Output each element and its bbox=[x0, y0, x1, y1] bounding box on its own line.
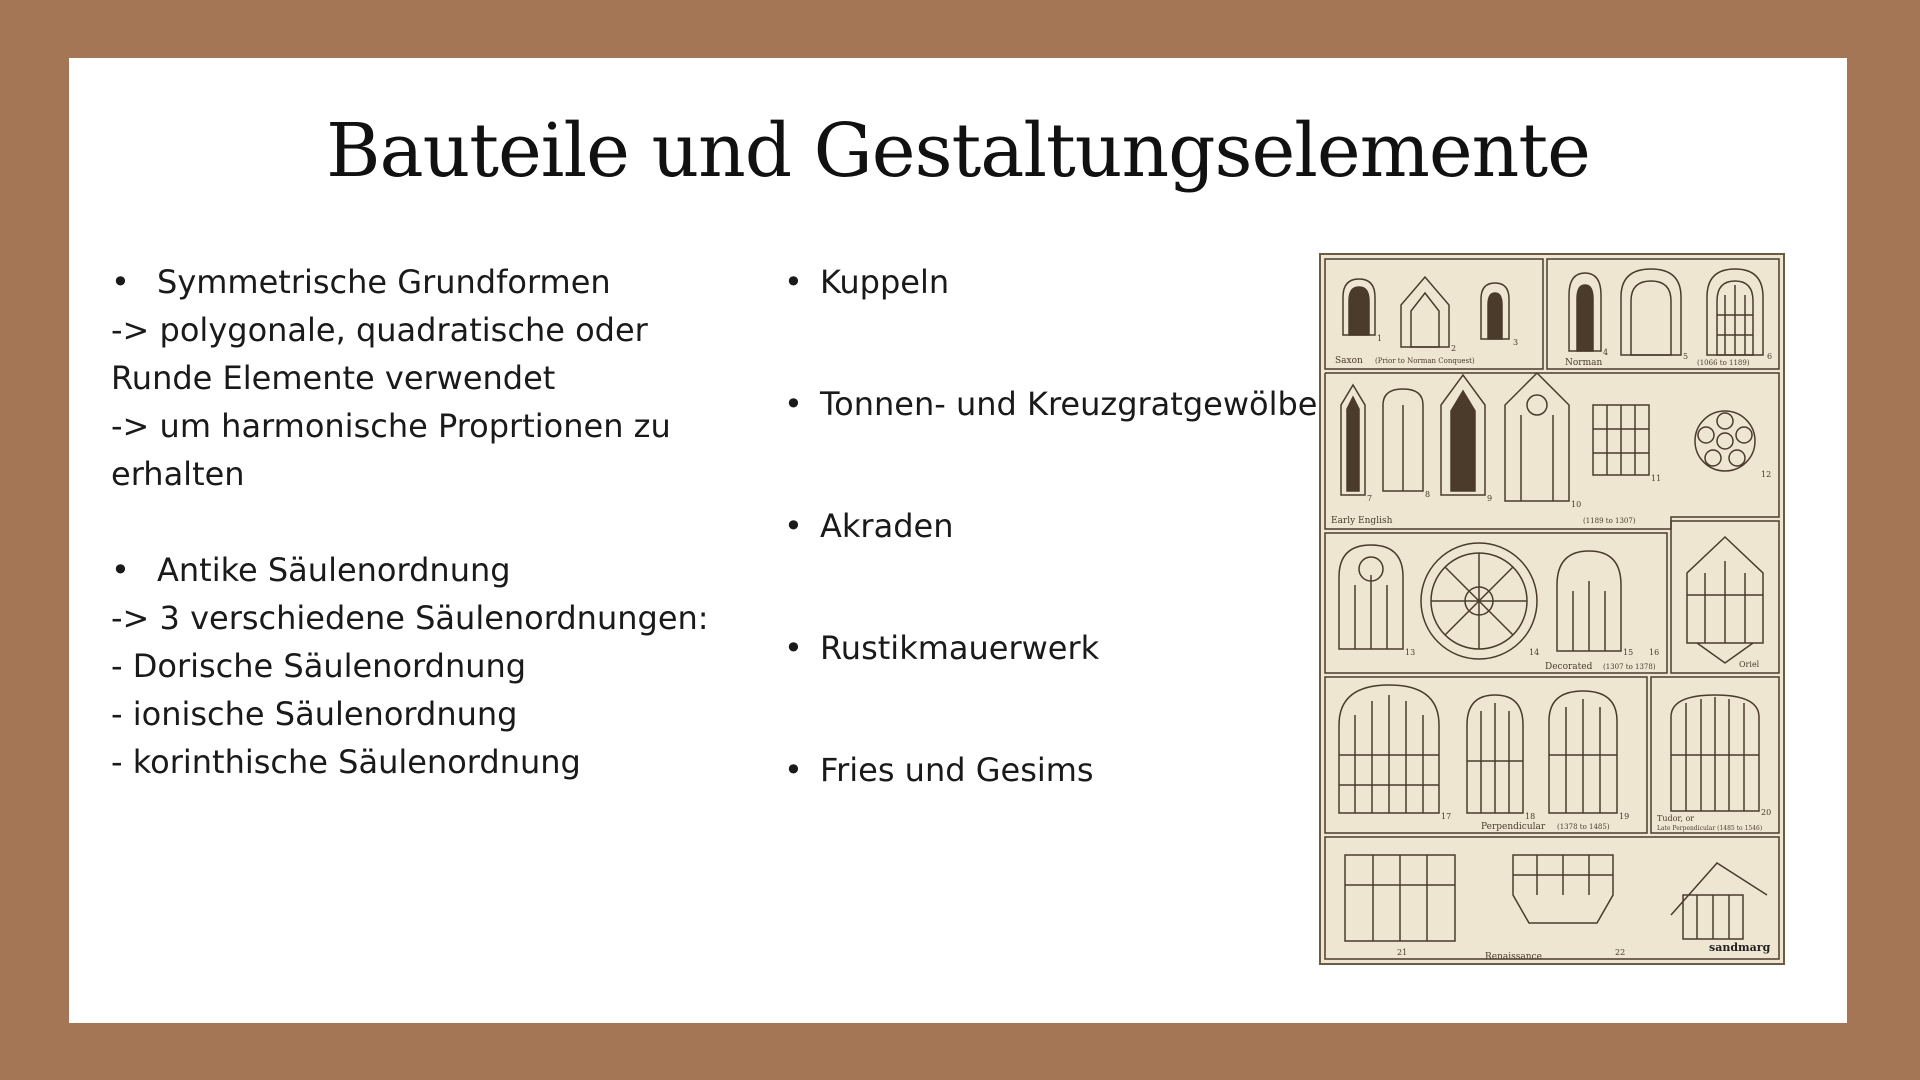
label-oriel: Oriel bbox=[1739, 660, 1760, 669]
text-line: - Dorische Säulenordnung bbox=[111, 647, 527, 685]
bullet-dot-icon: • bbox=[784, 751, 803, 789]
svg-text:18: 18 bbox=[1525, 812, 1536, 821]
svg-text:10: 10 bbox=[1571, 500, 1582, 509]
bullet-dot-icon: • bbox=[784, 385, 803, 423]
text-line: -> um harmonische Proprtionen zu bbox=[111, 407, 671, 445]
label-perpendicular: Perpendicular bbox=[1481, 822, 1546, 832]
slide bbox=[69, 58, 1847, 1023]
label-tudor-sub: Late Perpendicular (1485 to 1546) bbox=[1657, 825, 1763, 832]
label-renaissance: Renaissance bbox=[1485, 952, 1542, 962]
label-perpendicular-dates: (1378 to 1485) bbox=[1557, 823, 1610, 831]
label-decorated-dates: (1307 to 1378) bbox=[1603, 663, 1656, 671]
left-column bbox=[111, 258, 791, 786]
bullet-item: • Tonnen- und Kreuzgratgewölbe bbox=[784, 380, 1404, 502]
text-line: erhalten bbox=[111, 455, 245, 493]
label-tudor: Tudor, or bbox=[1657, 814, 1695, 823]
svg-text:3: 3 bbox=[1513, 338, 1519, 347]
text-line: - ionische Säulenordnung bbox=[111, 695, 518, 733]
bullet-item: • Fries und Gesims bbox=[784, 746, 1404, 868]
text-line: -> polygonale, quadratische oder bbox=[111, 311, 648, 349]
architecture-window-plate bbox=[1319, 253, 1785, 965]
bullet-item: • Antike Säulenordnung bbox=[111, 546, 791, 594]
text-line: -> 3 verschiedene Säulenordnungen: bbox=[111, 599, 709, 637]
svg-text:15: 15 bbox=[1623, 648, 1634, 657]
svg-text:17: 17 bbox=[1441, 812, 1452, 821]
label-saxon-note: (Prior to Norman Conquest) bbox=[1375, 357, 1475, 365]
label-early-english: Early English bbox=[1331, 516, 1393, 526]
middle-column bbox=[784, 258, 1404, 868]
label-saxon: Saxon bbox=[1335, 356, 1363, 366]
slide-title: Bauteile und Gestaltungselemente bbox=[326, 108, 1590, 194]
svg-text:9: 9 bbox=[1487, 494, 1493, 503]
label-early-english-dates: (1189 to 1307) bbox=[1583, 517, 1636, 525]
text-line: Runde Elemente verwendet bbox=[111, 359, 556, 397]
bullet-dot-icon: • bbox=[111, 551, 130, 589]
svg-text:19: 19 bbox=[1619, 812, 1630, 821]
svg-text:1: 1 bbox=[1377, 334, 1383, 343]
label-decorated: Decorated bbox=[1545, 662, 1593, 672]
svg-text:22: 22 bbox=[1615, 948, 1626, 957]
watermark-text: sandmarg bbox=[1709, 941, 1771, 954]
svg-text:4: 4 bbox=[1603, 348, 1609, 357]
text-line: - korinthische Säulenordnung bbox=[111, 743, 581, 781]
bullet-dot-icon: • bbox=[784, 263, 803, 301]
window-styles-illustration bbox=[1321, 255, 1783, 963]
svg-text:13: 13 bbox=[1405, 648, 1416, 657]
label-norman-dates: (1066 to 1189) bbox=[1697, 359, 1750, 367]
bullet-dot-icon: • bbox=[111, 263, 130, 301]
bullet-item: • Kuppeln bbox=[784, 258, 1404, 380]
svg-text:21: 21 bbox=[1397, 948, 1408, 957]
svg-text:8: 8 bbox=[1425, 490, 1431, 499]
svg-text:7: 7 bbox=[1367, 494, 1373, 503]
bullet-dot-icon: • bbox=[784, 507, 803, 545]
svg-text:11: 11 bbox=[1651, 474, 1662, 483]
bullet-item: • Symmetrische Grundformen bbox=[111, 258, 791, 306]
svg-text:5: 5 bbox=[1683, 352, 1689, 361]
svg-text:6: 6 bbox=[1767, 352, 1773, 361]
svg-text:2: 2 bbox=[1451, 344, 1457, 353]
svg-text:14: 14 bbox=[1529, 648, 1540, 657]
label-norman: Norman bbox=[1565, 358, 1603, 368]
svg-text:12: 12 bbox=[1761, 470, 1772, 479]
bullet-item: • Akraden bbox=[784, 502, 1404, 624]
bullet-dot-icon: • bbox=[784, 629, 803, 667]
svg-text:16: 16 bbox=[1649, 648, 1660, 657]
svg-text:20: 20 bbox=[1761, 808, 1772, 817]
bullet-item: • Rustikmauerwerk bbox=[784, 624, 1404, 746]
